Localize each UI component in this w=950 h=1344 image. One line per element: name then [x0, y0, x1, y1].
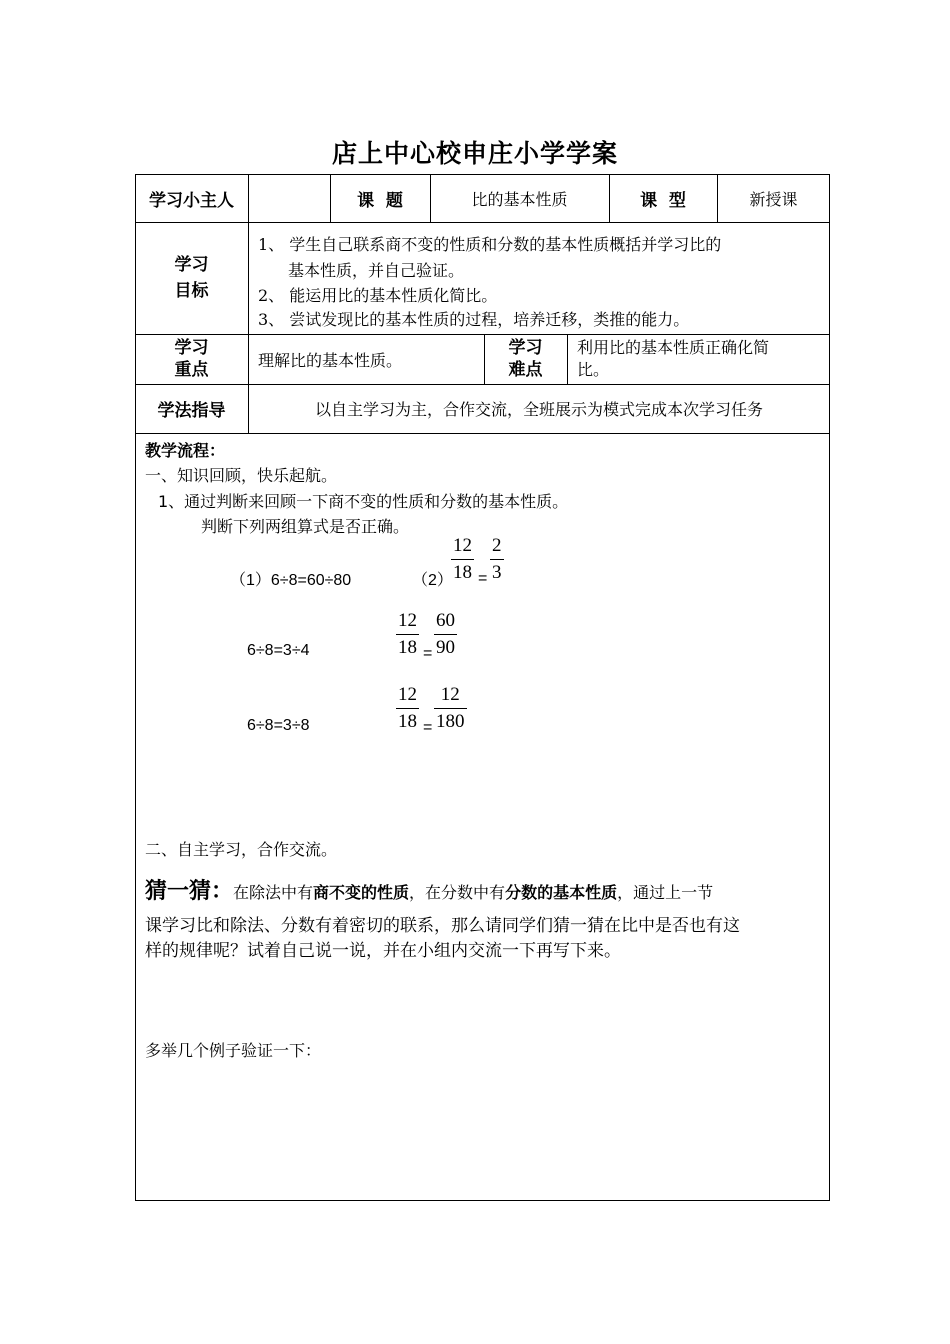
fraction-bar	[396, 708, 419, 709]
goal-1: 1、 学生自己联系商不变的性质和分数的基本性质概括并学习比的	[258, 235, 722, 254]
fraction	[434, 684, 467, 733]
numerator: 12	[398, 610, 417, 631]
goals-label-line-1: 学习	[174, 255, 209, 275]
guess-text: ，在分数中有	[409, 883, 506, 902]
guess-title: 猜一猜：	[145, 879, 234, 904]
difficulty-value-line-2: 比。	[577, 360, 610, 379]
guess-text: ，通过上一节	[617, 883, 714, 902]
owner-label: 学习小主人	[149, 190, 234, 211]
equals-sign: =	[423, 719, 433, 736]
fraction-bar	[490, 559, 504, 560]
fraction	[396, 610, 419, 659]
method-value: 以自主学习为主，合作交流，全班展示为模式完成本次学习任务	[314, 400, 763, 419]
topic-label: 课 题	[357, 190, 403, 211]
equals-sign: =	[423, 645, 433, 662]
group-1-equation-c: 6÷8=3÷8	[247, 717, 310, 734]
owner-value[interactable]	[248, 174, 330, 222]
fraction-bar	[434, 708, 467, 709]
focus-label-line-2: 重点	[174, 360, 209, 380]
fraction-bar	[396, 634, 419, 635]
group-1-equation-b: 6÷8=3÷4	[247, 642, 310, 659]
fraction	[396, 684, 419, 733]
denominator: 18	[398, 637, 417, 658]
goals-label	[135, 222, 248, 334]
numerator: 60	[436, 610, 455, 631]
row-divider	[135, 433, 830, 434]
fraction	[451, 535, 474, 584]
section-1-heading: 一、知识回顾，快乐起航。	[145, 466, 338, 485]
difficulty-label-line-2: 难点	[508, 360, 543, 380]
numerator: 12	[440, 684, 460, 705]
section-2-heading: 二、自主学习，合作交流。	[145, 840, 338, 859]
numerator: 2	[492, 535, 502, 556]
group-1-equation-a: （1）6÷8=60÷80	[230, 572, 352, 589]
guess-paragraph-line-3: 样的规律呢？试着自己说一说，并在小组内交流一下再写下来。	[145, 941, 621, 961]
type-value: 新授课	[749, 189, 798, 209]
type-label: 课 型	[640, 190, 686, 211]
focus-label-line-1: 学习	[174, 338, 209, 358]
numerator: 12	[398, 684, 417, 705]
item-1: 1、通过判断来回顾一下商不变的性质和分数的基本性质。	[158, 492, 569, 511]
flow-heading: 教学流程：	[145, 441, 226, 460]
examples-prompt: 多举几个例子验证一下：	[145, 1041, 322, 1060]
denominator: 18	[453, 562, 472, 583]
fraction-bar	[451, 559, 474, 560]
difficulty-value	[567, 334, 830, 384]
goal-2: 2、 能运用比的基本性质化简比。	[258, 286, 498, 305]
fraction	[490, 535, 504, 584]
focus-value: 理解比的基本性质。	[258, 350, 403, 370]
denominator: 18	[398, 711, 417, 732]
topic-value: 比的基本性质	[471, 189, 568, 209]
difficulty-value-line-1: 利用比的基本性质正确化简	[577, 338, 770, 357]
difficulty-label	[484, 334, 567, 384]
numerator: 12	[453, 535, 472, 556]
goal-3: 3、 尝试发现比的基本性质的过程，培养迁移，类推的能力。	[258, 310, 690, 329]
goals-label-line-2: 目标	[174, 281, 209, 301]
page-title: 店上中心校申庄小学学案	[331, 139, 618, 168]
denominator: 3	[492, 562, 502, 583]
group-2-label: （2）	[412, 572, 453, 589]
guess-paragraph-line-2: 课学习比和除法、分数有着密切的联系，那么请同学们猜一猜在比中是否也有这	[145, 916, 740, 936]
guess-emphasis: 商不变的性质	[313, 883, 410, 902]
guess-paragraph-line-1	[145, 874, 713, 905]
denominator: 180	[436, 711, 465, 732]
equals-sign: =	[478, 570, 488, 587]
goal-1-cont: 基本性质，并自己验证。	[288, 261, 465, 280]
guess-emphasis: 分数的基本性质	[505, 883, 618, 902]
method-label: 学法指导	[157, 401, 226, 421]
fraction-bar	[434, 634, 457, 635]
fraction	[434, 610, 457, 659]
denominator: 90	[436, 637, 455, 658]
difficulty-label-line-1: 学习	[508, 338, 543, 358]
focus-label	[135, 334, 248, 384]
guess-text: 在除法中有	[233, 883, 314, 902]
instruction: 判断下列两组算式是否正确。	[201, 517, 410, 536]
col-divider	[248, 222, 249, 334]
